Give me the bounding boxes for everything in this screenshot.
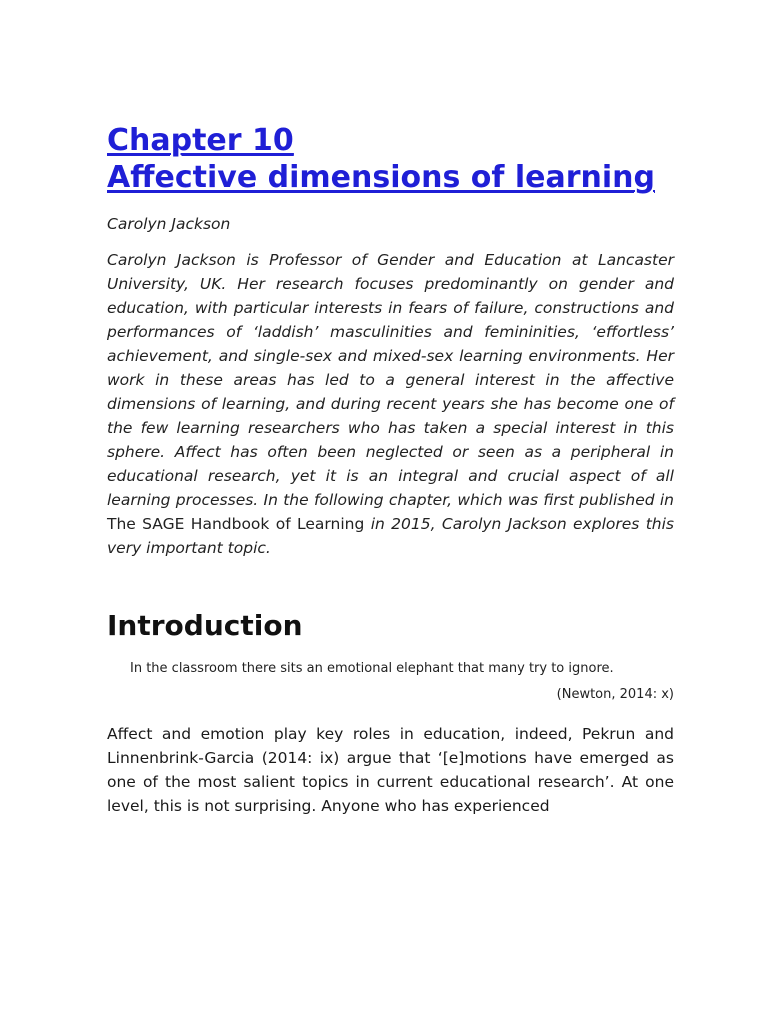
chapter-number-link[interactable]: Chapter 10 [107,123,294,158]
bio-text-part2: in 2015, Carolyn Jackson explores this very important topic. [107,515,674,557]
chapter-title-link[interactable]: Affective dimensions of learning [107,160,655,195]
intro-paragraph: Affect and emotion play key roles in education, indeed, Pekrun and Linnenbrink-Garcia (2014: ix) argue that ‘[e]motions have emerged as one of the most salient topics in current educational research’. At one level, this is not surprising. Anyone who has experienced [107,725,674,815]
section-heading-introduction: Introduction [107,609,303,642]
document-page [107,122,674,818]
epigraph-citation: (Newton, 2014: x) [556,687,674,702]
author-bio [107,248,674,560]
chapter-heading[interactable] [107,122,674,196]
book-title: The SAGE Handbook of Learning [107,515,365,533]
author-name: Carolyn Jackson [107,215,231,233]
bio-text-part1: Carolyn Jackson is Professor of Gender and Education at Lancaster University, UK. Her research focuses predominantly on gender and education, with particular interests in fears of failure, constructions and performances of ‘laddish’ masculinities and femininities, ‘effortless’ achievement, and single-sex and mixed-sex learning environments. Her work in these areas has led to a general interest in the affective dimensions of learning, and during recent years she has become one of the few learning researchers who has taken a special interest in this sphere. Affect has often been neglected or seen as a peripheral in educational research, yet it is an integral and crucial aspect of all learning processes. In the following chapter, which was first published in [107,251,674,509]
epigraph-quote: In the classroom there sits an emotional elephant that many try to ignore. [130,661,614,676]
